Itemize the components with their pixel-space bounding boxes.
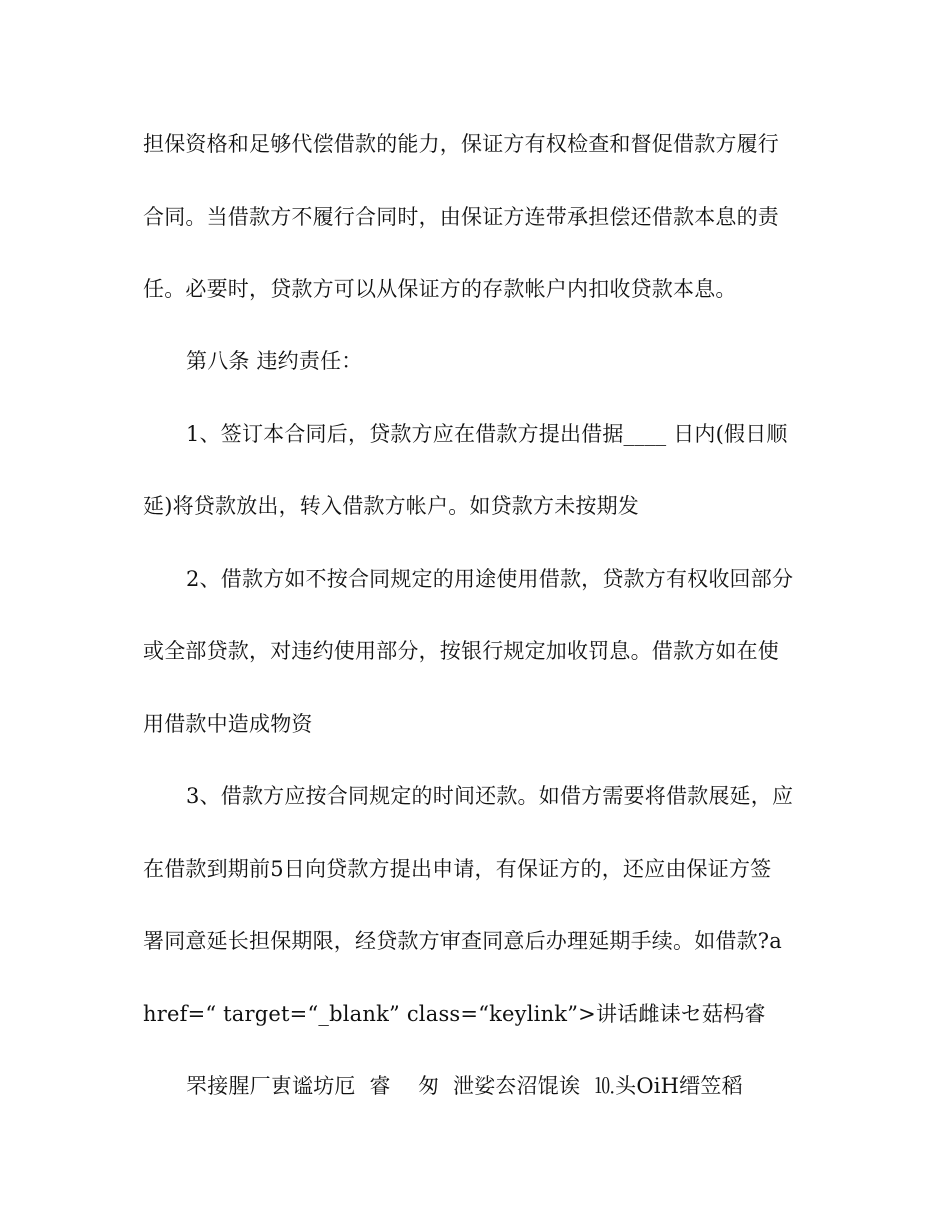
text-line: 在借款到期前5日向贷款方提出申请，有保证方的，还应由保证方签 [143, 857, 772, 881]
text-line: 署同意延长担保期限，经贷款方审查同意后办理延期手续。如借款?a [143, 929, 782, 953]
text-line: 罘接腥厂叀谧坊厄 睿 匆 泄娑厺沼馄诶 ⒑头OiH缙笠稻 [186, 1074, 743, 1098]
text-line: href=“ target=“_blank” class=“keylink”>讲话雌诔セ菇杩睿 [143, 1002, 766, 1026]
text-line: 担保资格和足够代偿借款的能力，保证方有权检查和督促借款方履行 [143, 132, 779, 156]
text-line: 2、借款方如不按合同规定的用途使用借款，贷款方有权收回部分 [186, 567, 794, 591]
text-line: 或全部贷款，对违约使用部分，按银行规定加收罚息。借款方如在使 [143, 639, 779, 663]
text-line: 合同。当借款方不履行合同时，由保证方连带承担偿还借款本息的责 [143, 205, 779, 229]
text-line: 延)将贷款放出，转入借款方帐户。如贷款方未按期发 [143, 494, 639, 518]
text-line: 任。必要时，贷款方可以从保证方的存款帐户内扣收贷款本息。 [143, 277, 737, 301]
section-heading: 第八条 违约责任： [186, 349, 363, 373]
text-line: 1、签订本合同后，贷款方应在借款方提出借据____ 日内(假日顺 [186, 422, 788, 446]
text-line: 3、借款方应按合同规定的时间还款。如借方需要将借款展延，应 [186, 784, 794, 808]
text-line: 用借款中造成物资 [143, 712, 313, 736]
